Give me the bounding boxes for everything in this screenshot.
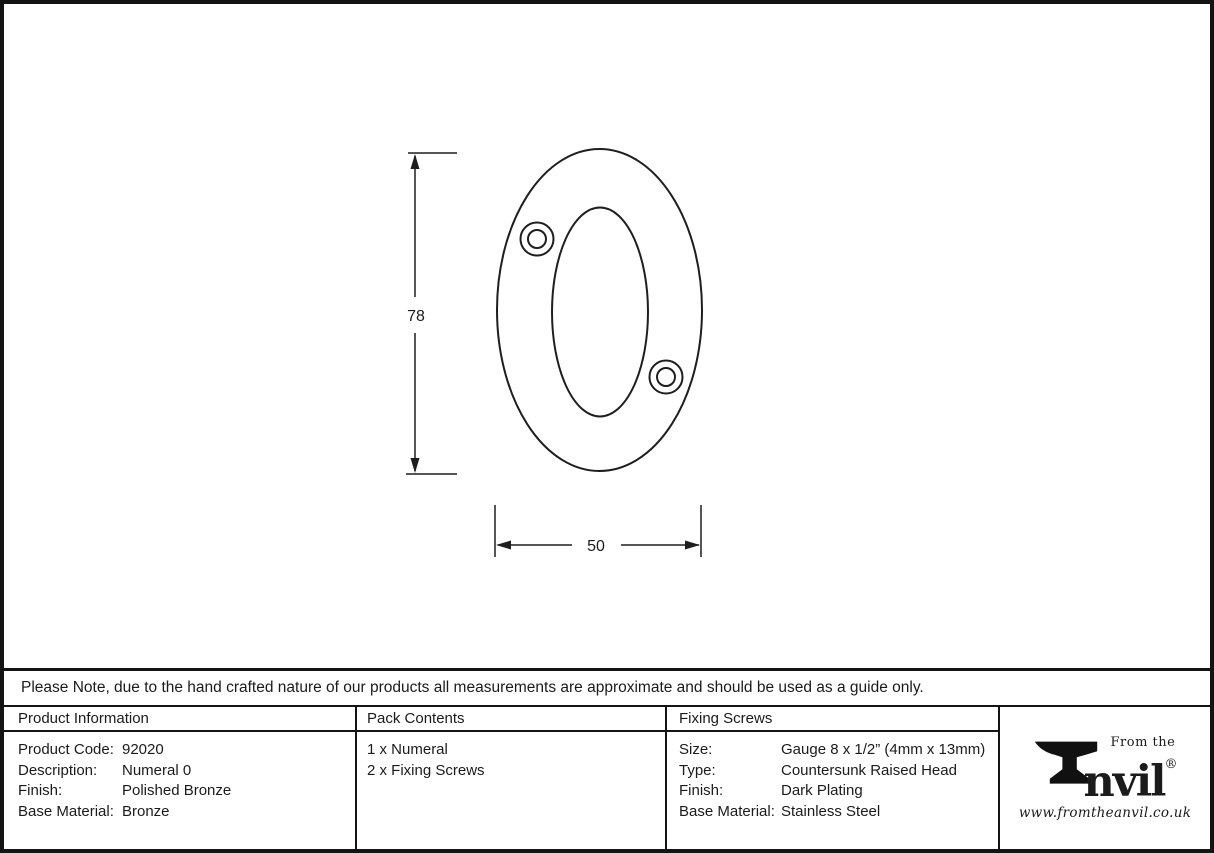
product-code-row xyxy=(4,740,355,761)
screw-finish-row xyxy=(667,781,998,802)
measurement-note xyxy=(4,668,1210,707)
registered-trademark-symbol: ® xyxy=(1164,757,1178,772)
technical-drawing xyxy=(4,4,1210,668)
logo-wordmark xyxy=(1083,743,1178,807)
screw-hole-top-outer xyxy=(521,223,554,256)
height-dimension-label: 78 xyxy=(407,308,425,325)
screw-type-row xyxy=(667,761,998,782)
brand-logo-cell xyxy=(1000,707,1210,849)
anvil-logo-text xyxy=(1083,735,1178,807)
screw-base-material-row xyxy=(667,802,998,823)
screw-hole-top-inner xyxy=(528,230,546,248)
screw-hole-bottom-outer xyxy=(650,361,683,394)
description-row xyxy=(4,761,355,782)
measurement-note-text: Please Note, due to the hand crafted nature of our products all measurements are approximate and should be used as a guide only. xyxy=(21,679,924,696)
pack-contents-body xyxy=(357,732,665,781)
screw-base-material-label: Base Material: xyxy=(679,802,775,820)
width-dimension-label: 50 xyxy=(587,538,605,555)
base-material-value: Bronze xyxy=(122,802,170,820)
fixing-screws-column xyxy=(667,707,1000,849)
finish-label: Finish: xyxy=(18,782,63,799)
numeral-outer-ellipse xyxy=(497,149,702,471)
height-arrow-up xyxy=(411,154,420,169)
screw-finish-value: Dark Plating xyxy=(781,782,863,799)
logo-wordmark-letters: nvil xyxy=(1083,757,1165,807)
anvil-logo-main xyxy=(1033,735,1178,807)
fixing-screws-body xyxy=(667,732,998,822)
screw-size-label: Size: xyxy=(679,741,713,758)
anvil-logo xyxy=(1000,707,1210,849)
fixing-screws-header: Fixing Screws xyxy=(667,707,998,732)
base-material-label: Base Material: xyxy=(18,802,114,820)
pack-contents-header: Pack Contents xyxy=(357,707,665,732)
product-information-header: Product Information xyxy=(4,707,355,732)
pack-item: 2 x Fixing Screws xyxy=(367,761,485,779)
screw-type-label: Type: xyxy=(679,761,716,779)
numeral-inner-ellipse xyxy=(552,208,648,417)
width-arrow-left xyxy=(496,541,511,550)
product-info-table xyxy=(4,707,1210,849)
logo-tagline: From the xyxy=(1110,735,1176,750)
product-code-label: Product Code: xyxy=(18,741,114,758)
width-arrow-right xyxy=(685,541,700,550)
description-label: Description: xyxy=(18,761,98,779)
finish-value: Polished Bronze xyxy=(122,782,232,799)
screw-base-material-value: Stainless Steel xyxy=(781,802,881,820)
product-code-value: 92020 xyxy=(122,741,164,758)
base-material-row xyxy=(4,802,355,823)
screw-finish-label: Finish: xyxy=(679,782,724,799)
numeral-0-drawing xyxy=(4,4,1210,668)
product-information-body xyxy=(4,732,355,822)
screw-size-value: Gauge 8 x 1/2” (4mm x 13mm) xyxy=(781,741,986,758)
logo-website-url: www.fromtheanvil.co.uk xyxy=(1018,805,1192,821)
description-value: Numeral 0 xyxy=(122,761,192,779)
finish-row xyxy=(4,781,355,802)
height-arrow-down xyxy=(411,458,420,473)
product-information-column xyxy=(4,707,357,849)
screw-size-row xyxy=(667,740,998,761)
pack-item: 1 x Numeral xyxy=(367,741,448,758)
screw-type-value: Countersunk Raised Head xyxy=(781,761,957,779)
pack-contents-column xyxy=(357,707,667,849)
screw-hole-bottom-inner xyxy=(657,368,675,386)
